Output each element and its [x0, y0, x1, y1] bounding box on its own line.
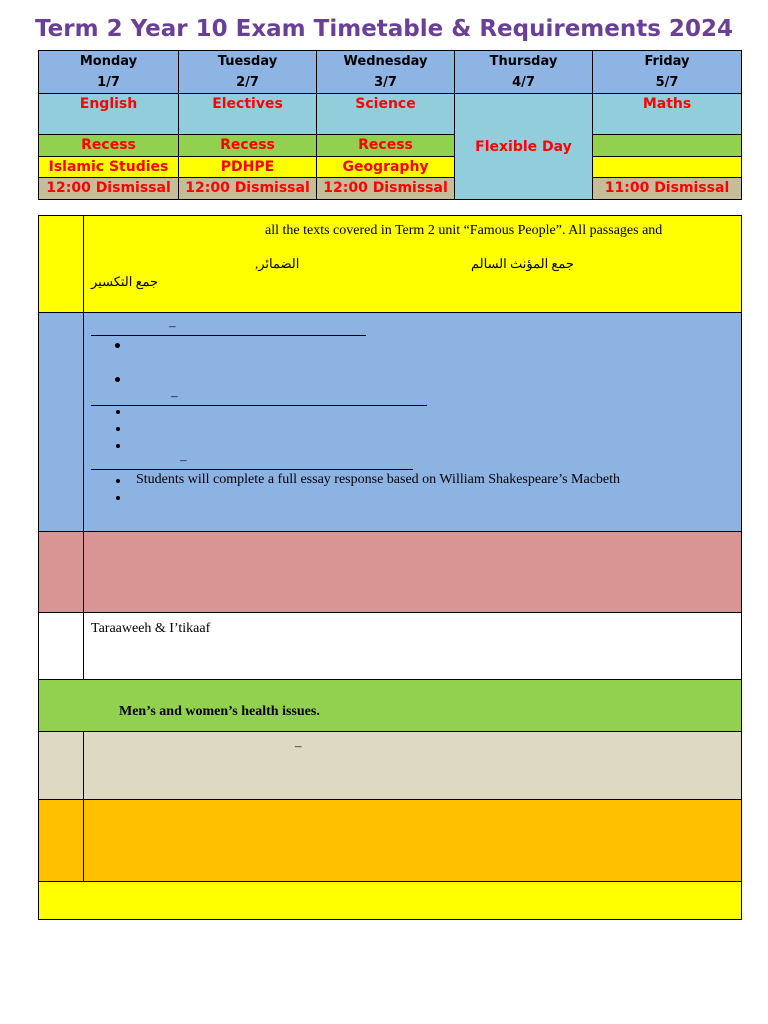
row-label-cell	[39, 532, 84, 612]
day-name: Wednesday	[343, 54, 428, 69]
bullet	[116, 444, 120, 448]
dismissal-tuesday: 12:00 Dismissal	[178, 177, 317, 200]
row-label-cell	[39, 613, 84, 679]
dash: –	[180, 452, 187, 467]
day-name: Thursday	[489, 54, 558, 69]
heading-underline	[91, 405, 427, 406]
dismissal-monday: 12:00 Dismissal	[38, 177, 179, 200]
arabic-term: جمع المؤنث السالم	[471, 256, 574, 271]
row-label-cell	[39, 216, 84, 312]
day-header-thursday	[454, 50, 593, 94]
day-header-monday	[38, 50, 179, 94]
exam-timetable	[38, 50, 742, 200]
day-date: 4/7	[512, 75, 535, 90]
row-label-cell	[39, 732, 84, 799]
requirements-row-geography	[38, 731, 742, 799]
day-header-tuesday	[178, 50, 317, 94]
session1-tuesday: Electives	[178, 93, 317, 135]
day-header-wednesday	[316, 50, 455, 94]
dismissal-friday: 11:00 Dismissal	[592, 177, 742, 200]
requirements-row-empty	[38, 799, 742, 881]
heading-underline	[91, 469, 413, 470]
bullet	[116, 479, 120, 483]
day-header-friday	[592, 50, 742, 94]
bullet	[115, 343, 120, 348]
session1-friday: Maths	[592, 93, 742, 135]
pdhpe-requirement-text: Men’s and women’s health issues.	[119, 704, 320, 719]
thursday-flexible-day: Flexible Day	[454, 93, 593, 200]
heading-underline	[91, 335, 366, 336]
day-date: 1/7	[97, 75, 120, 90]
recess-tuesday: Recess	[178, 134, 317, 157]
day-name: Monday	[79, 54, 138, 69]
row-label-cell	[39, 800, 84, 881]
page-title: Term 2 Year 10 Exam Timetable & Requirements 2024	[35, 16, 733, 42]
bullet	[116, 496, 120, 500]
day-name: Friday	[644, 54, 690, 69]
requirements-row-islamic	[38, 612, 742, 679]
bullet	[116, 410, 120, 414]
dash: –	[171, 388, 178, 403]
dismissal-wednesday: 12:00 Dismissal	[316, 177, 455, 200]
day-name: Tuesday	[217, 54, 278, 69]
requirements-row-empty	[38, 881, 742, 920]
requirements-row-english	[38, 312, 742, 531]
day-date: 5/7	[655, 75, 679, 90]
requirements-row-pdhpe	[38, 679, 742, 731]
session2-friday	[592, 156, 742, 178]
session2-monday: Islamic Studies	[38, 156, 179, 178]
islamic-requirement-text: Taraaweeh & I’tikaaf	[91, 621, 211, 636]
day-date: 2/7	[236, 75, 259, 90]
session2-tuesday: PDHPE	[178, 156, 317, 178]
session1-wednesday: Science	[316, 93, 455, 135]
day-date: 3/7	[374, 75, 397, 90]
recess-wednesday: Recess	[316, 134, 455, 157]
row-label-cell	[39, 313, 84, 531]
requirements-row-arabic	[38, 215, 742, 312]
recess-friday	[592, 134, 742, 157]
requirements-row-empty	[38, 531, 742, 612]
arabic-requirement-text: all the texts covered in Term 2 unit “Famous People”. All passages and	[265, 223, 663, 238]
recess-monday: Recess	[38, 134, 179, 157]
bullet	[116, 427, 120, 431]
arabic-term: الضمائر,	[255, 256, 300, 271]
english-essay-requirement: Students will complete a full essay response based on William Shakespeare’s Macbeth	[136, 472, 621, 487]
session1-monday: English	[38, 93, 179, 135]
arabic-term: جمع التكسير	[91, 274, 159, 289]
session2-wednesday: Geography	[316, 156, 455, 178]
bullet	[115, 377, 120, 382]
dash: –	[295, 738, 302, 753]
dash: –	[169, 318, 176, 333]
